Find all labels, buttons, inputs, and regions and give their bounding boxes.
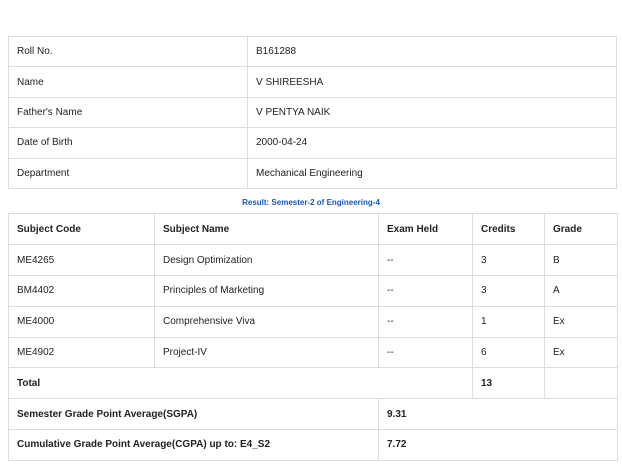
name-value: V SHIREESHA <box>248 67 617 97</box>
subject-code-cell: ME4000 <box>9 306 155 337</box>
fathers-name-label: Father's Name <box>9 97 248 127</box>
grade-cell: B <box>545 245 618 276</box>
cgpa-value: 7.72 <box>379 429 618 460</box>
table-row <box>9 275 618 306</box>
total-grade-empty <box>545 368 618 399</box>
student-row-date-of-birth <box>9 128 617 158</box>
column-header-exam-held: Exam Held <box>379 214 473 245</box>
table-row <box>9 306 618 337</box>
subject-name-cell: Principles of Marketing <box>155 275 379 306</box>
subject-name-cell: Comprehensive Viva <box>155 306 379 337</box>
date-of-birth-label: Date of Birth <box>9 128 248 158</box>
credits-cell: 1 <box>473 306 545 337</box>
student-row-fathers-name <box>9 97 617 127</box>
column-header-grade: Grade <box>545 214 618 245</box>
table-row <box>9 245 618 276</box>
total-label: Total <box>9 368 473 399</box>
total-credits: 13 <box>473 368 545 399</box>
total-row <box>9 368 618 399</box>
exam-held-cell: -- <box>379 337 473 368</box>
date-of-birth-value: 2000-04-24 <box>248 128 617 158</box>
exam-held-cell: -- <box>379 306 473 337</box>
grade-cell: Ex <box>545 337 618 368</box>
column-header-credits: Credits <box>473 214 545 245</box>
sgpa-value: 9.31 <box>379 399 618 430</box>
subject-code-cell: ME4902 <box>9 337 155 368</box>
fathers-name-value: V PENTYA NAIK <box>248 97 617 127</box>
exam-held-cell: -- <box>379 245 473 276</box>
cgpa-row <box>9 429 618 460</box>
subject-code-cell: BM4402 <box>9 275 155 306</box>
department-label: Department <box>9 158 248 188</box>
column-header-subject-name: Subject Name <box>155 214 379 245</box>
result-header-row <box>9 214 618 245</box>
credits-cell: 6 <box>473 337 545 368</box>
column-header-subject-code: Subject Code <box>9 214 155 245</box>
exam-held-cell: -- <box>379 275 473 306</box>
student-row-name <box>9 67 617 97</box>
subject-name-cell: Design Optimization <box>155 245 379 276</box>
cgpa-label: Cumulative Grade Point Average(CGPA) up to: E4_S2 <box>9 429 379 460</box>
student-info-table <box>8 36 617 189</box>
subject-code-cell: ME4265 <box>9 245 155 276</box>
credits-cell: 3 <box>473 275 545 306</box>
name-label: Name <box>9 67 248 97</box>
result-title: Result: Semester-2 of Engineering-4 <box>242 198 380 207</box>
sgpa-label: Semester Grade Point Average(SGPA) <box>9 399 379 430</box>
credits-cell: 3 <box>473 245 545 276</box>
table-row <box>9 337 618 368</box>
student-row-roll-no <box>9 37 617 67</box>
student-row-department <box>9 158 617 188</box>
sgpa-row <box>9 399 618 430</box>
roll-no-label: Roll No. <box>9 37 248 67</box>
department-value: Mechanical Engineering <box>248 158 617 188</box>
grade-cell: A <box>545 275 618 306</box>
grade-cell: Ex <box>545 306 618 337</box>
roll-no-value: B161288 <box>248 37 617 67</box>
result-table <box>8 213 618 461</box>
subject-name-cell: Project-IV <box>155 337 379 368</box>
